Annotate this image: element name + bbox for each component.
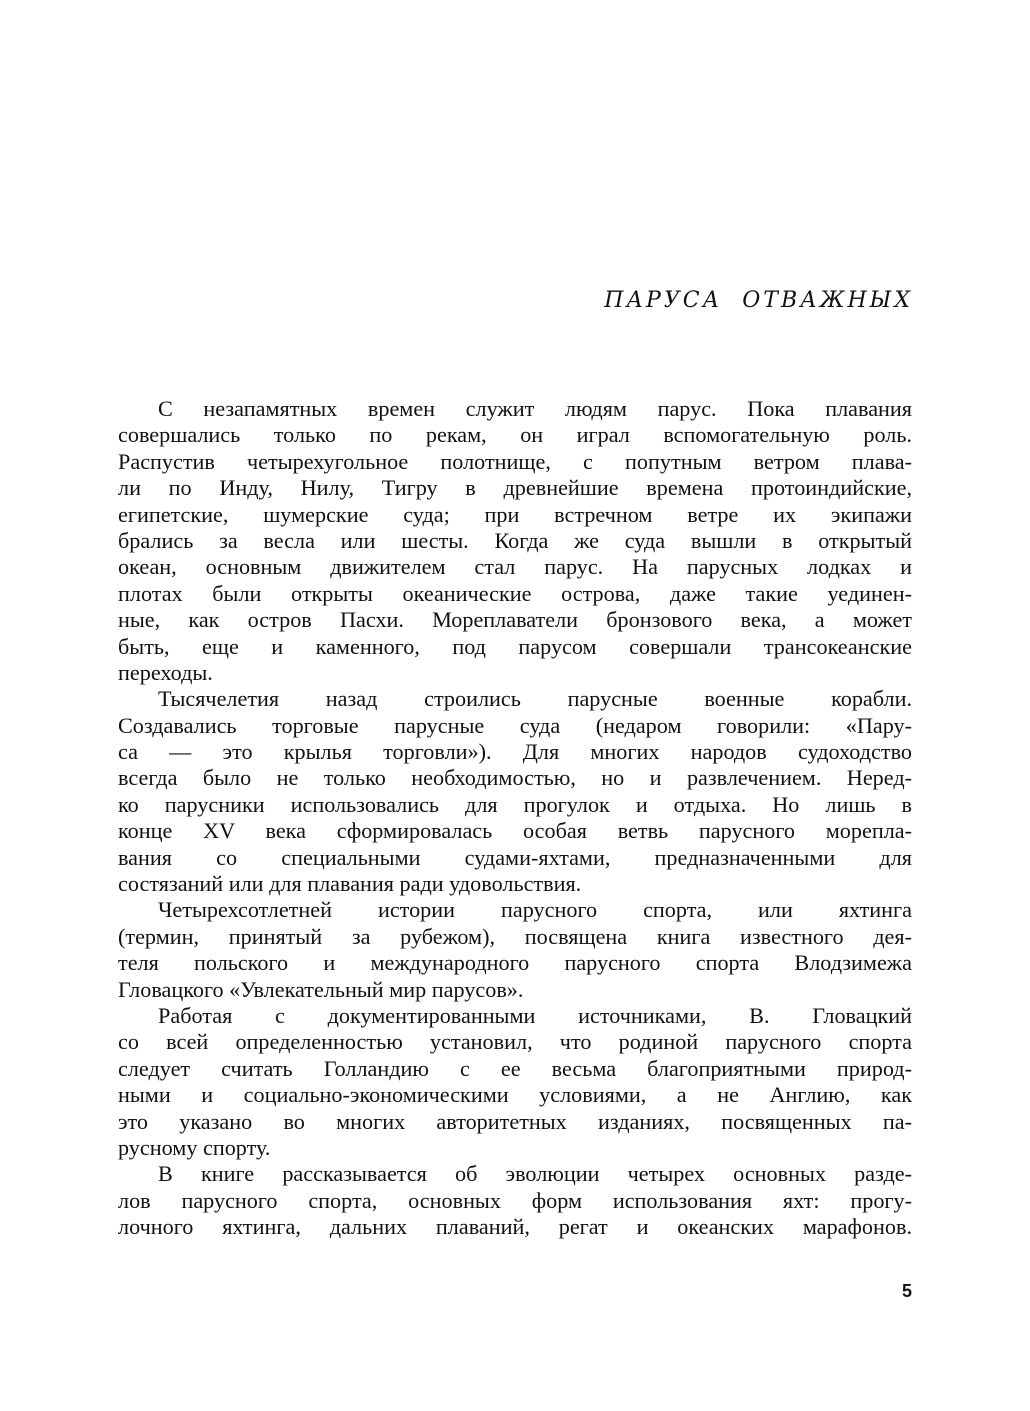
text-line: ными и социально-экономическими условиями, а не Англию, как	[118, 1082, 912, 1108]
text-line: Четырехсотлетней истории парусного спорта, или яхтинга	[158, 897, 912, 923]
text-line: состязаний или для плавания ради удовольствия.	[118, 871, 582, 897]
paragraph-4	[118, 1003, 912, 1161]
text-line: Тысячелетия назад строились парусные военные корабли.	[158, 686, 912, 712]
text-line: ные, как остров Пасхи. Мореплаватели бронзового века, а может	[118, 607, 912, 633]
paragraph-2	[118, 686, 912, 897]
text-line: ли по Инду, Нилу, Тигру в древнейшие времена протоиндийские,	[118, 475, 912, 501]
text-line: переходы.	[118, 659, 213, 685]
text-line: Работая с документированными источниками, В. Гловацкий	[158, 1002, 912, 1028]
text-line: следует считать Голландию с ее весьма благоприятными природ-	[118, 1055, 912, 1081]
text-line: ко парусники использовались для прогулок и отдыха. Но лишь в	[118, 791, 912, 817]
chapter-title: ПАРУСА ОТВАЖНЫХ	[604, 288, 913, 313]
text-line: быть, еще и каменного, под парусом совершали трансокеанские	[118, 633, 912, 659]
text-line: С незапамятных времен служит людям парус. Пока плавания	[158, 396, 912, 421]
text-line: (термин, принятый за рубежом), посвящена книга известного дея-	[118, 923, 912, 949]
text-line: океан, основным движителем стал парус. На парусных лодках и	[118, 554, 912, 580]
text-line: всегда было не только необходимостью, но и развлечением. Неред-	[118, 765, 912, 791]
text-line: конце XV века сформировалась особая ветвь парусного морепла-	[118, 818, 912, 844]
text-line: вания со специальными судами-яхтами, предназначенными для	[118, 844, 912, 870]
text-line: Создавались торговые парусные суда (недаром говорили: «Пару-	[118, 712, 912, 738]
paragraph-1	[118, 396, 912, 686]
text-line: Гловацкого «Увлекательный мир парусов».	[118, 976, 524, 1002]
text-line: Распустив четырехугольное полотнище, с попутным ветром плава-	[118, 448, 912, 474]
paragraph-3	[118, 897, 912, 1003]
paragraph-5	[118, 1161, 912, 1240]
text-line: плотах были открыты океанические острова, даже такие уединен-	[118, 580, 912, 606]
text-line: теля польского и международного парусного спорта Влодзимежа	[118, 950, 912, 976]
text-line: русному спорту.	[118, 1134, 271, 1160]
text-line: со всей определенностью установил, что родиной парусного спорта	[118, 1029, 912, 1055]
text-line: лочного яхтинга, дальних плаваний, регат и океанских марафонов.	[118, 1214, 912, 1240]
page-number: 5	[901, 1281, 912, 1301]
text-line: са — это крылья торговли»). Для многих народов судоходство	[118, 739, 912, 765]
text-line: совершались только по рекам, он играл вспомогательную роль.	[118, 422, 912, 448]
text-line: лов парусного спорта, основных форм использования яхт: прогу-	[118, 1187, 912, 1213]
text-line: египетские, шумерские суда; при встречном ветре их экипажи	[118, 501, 912, 527]
text-line: это указано во многих авторитетных изданиях, посвященных па-	[118, 1108, 912, 1134]
body-text	[118, 396, 912, 1241]
text-line: В книге рассказывается об эволюции четырех основных разде-	[158, 1161, 912, 1187]
text-line: брались за весла или шесты. Когда же суда вышли в открытый	[118, 527, 912, 553]
